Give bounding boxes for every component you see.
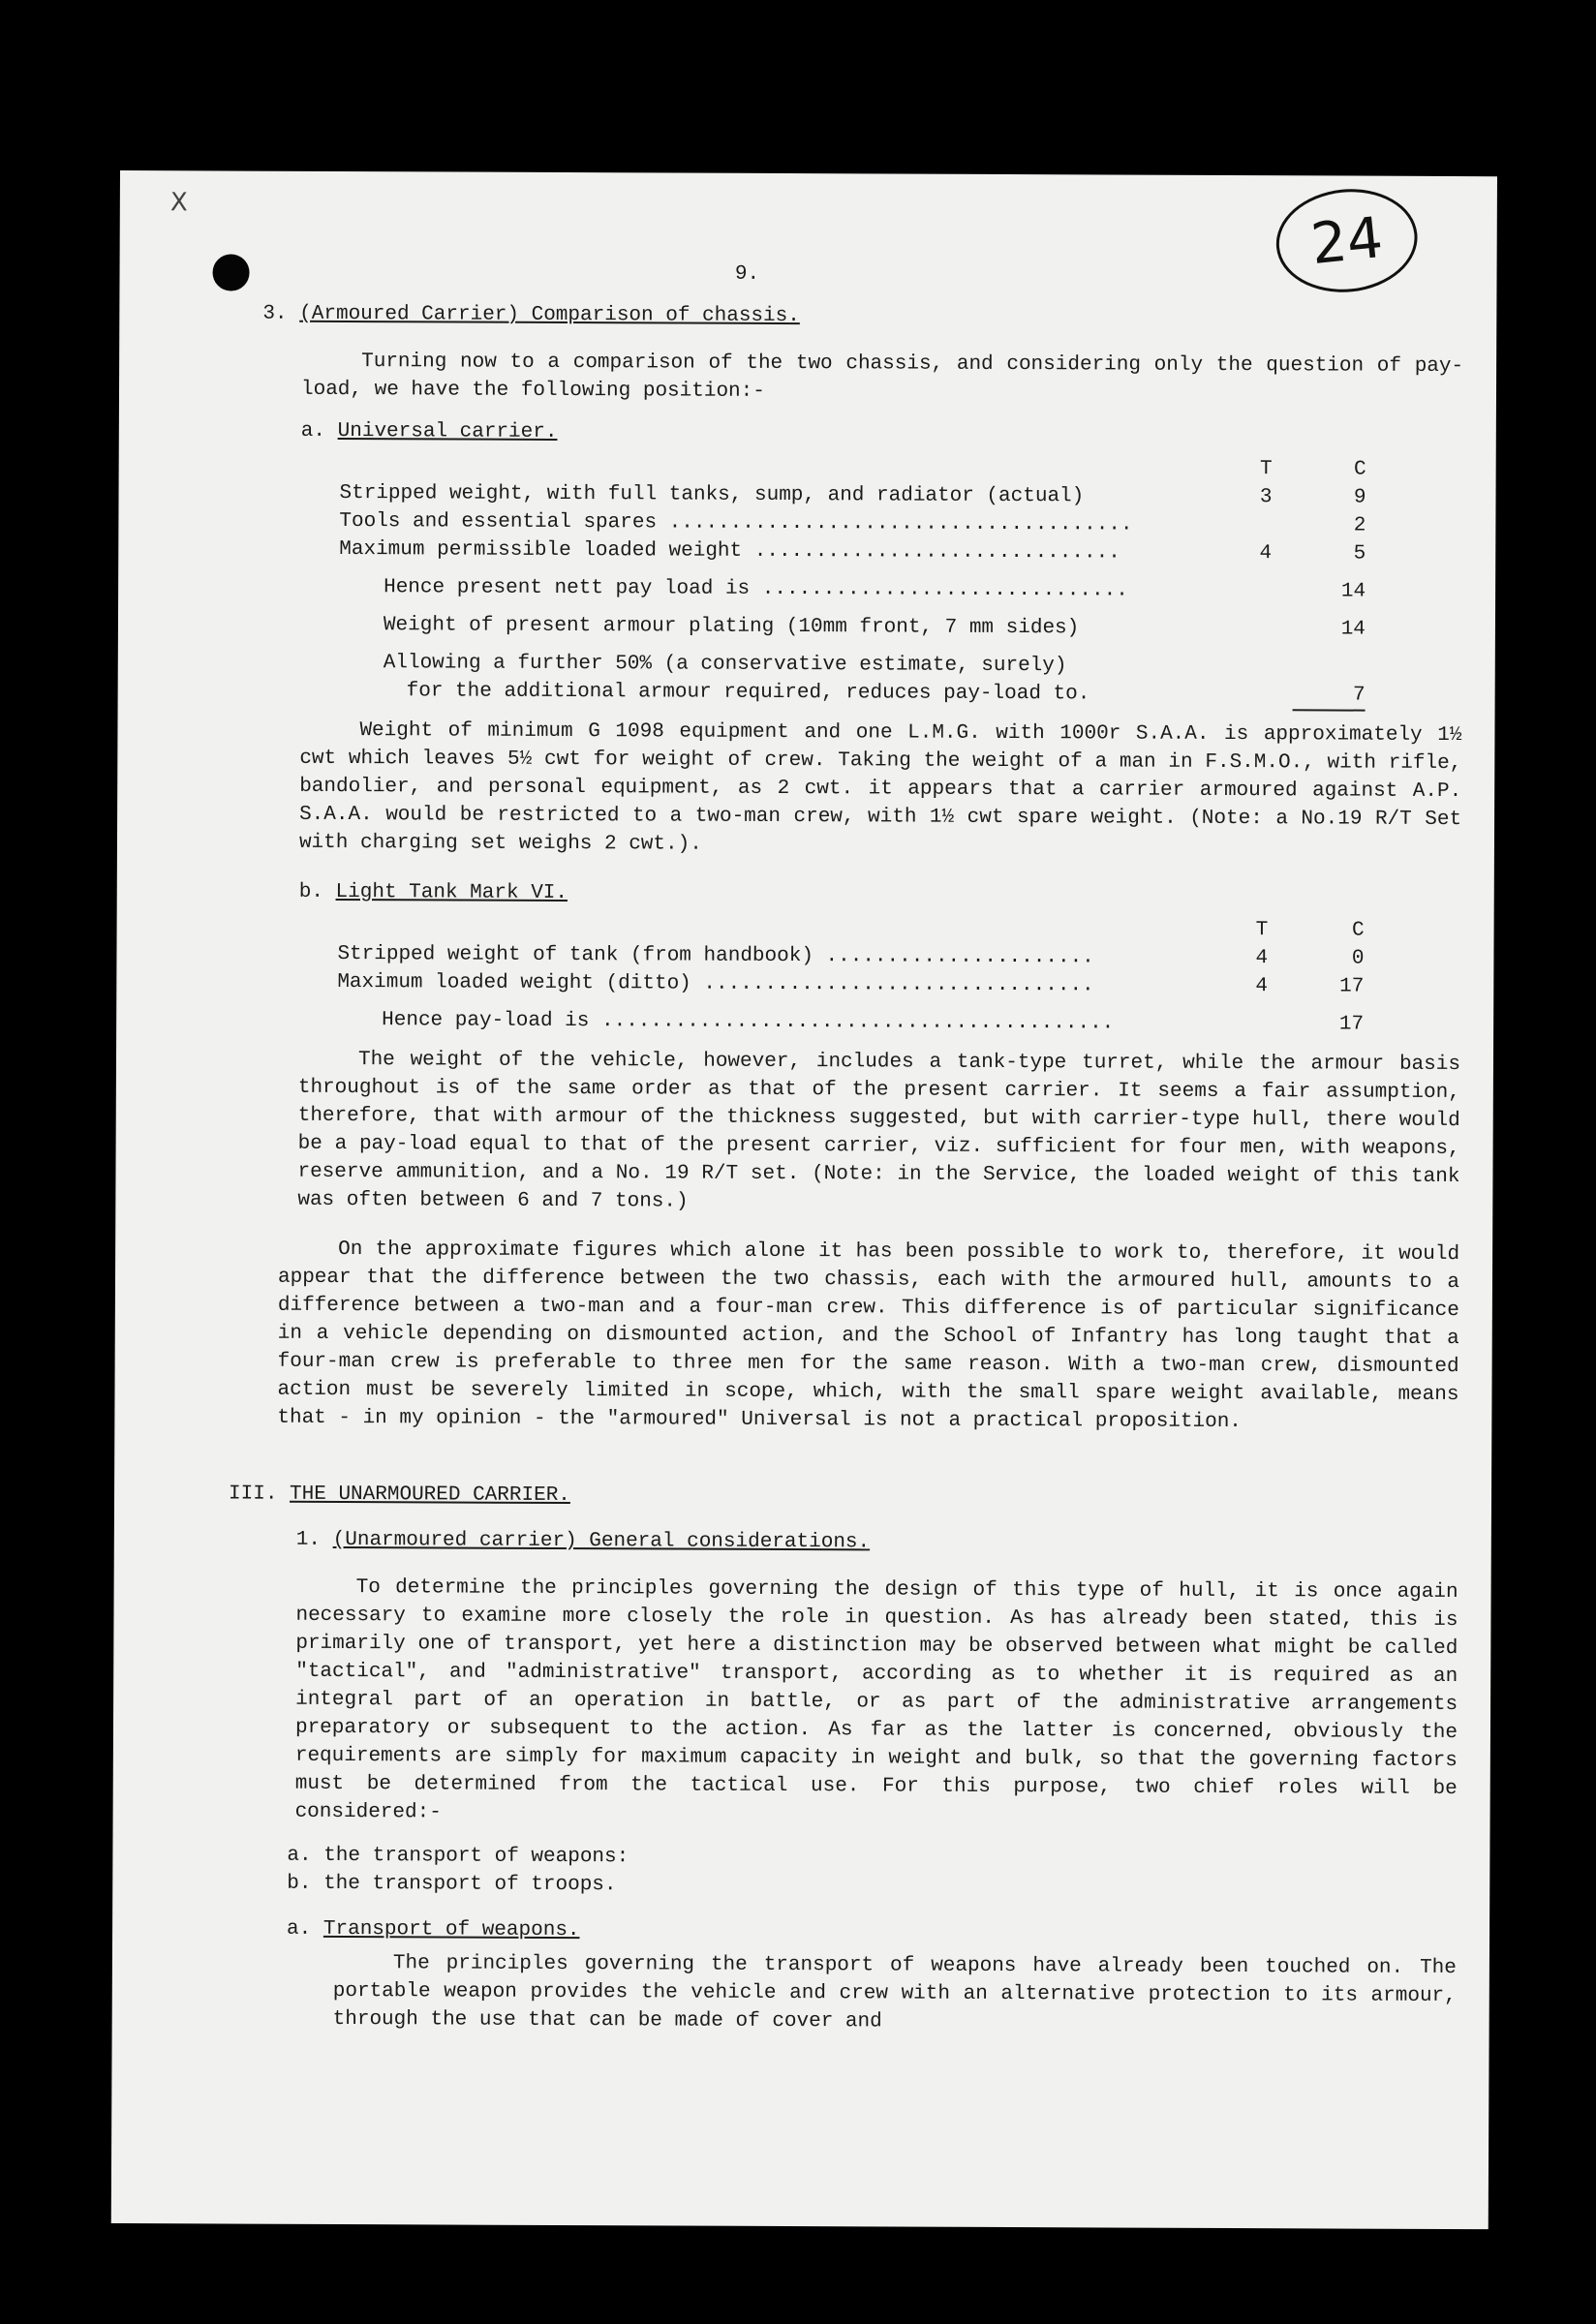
sub-a-letter: a. [287, 1917, 312, 1941]
row-label: Hence pay-load is .......................................... [382, 1009, 1115, 1035]
row-t [1239, 567, 1293, 605]
section-1-heading [296, 1526, 1458, 1559]
table-row [339, 535, 1366, 568]
universal-note: Weight of minimum G 1098 equipment and one L.M.G. with 1000r S.A.A. is approximately 1½ cwt which leaves 5½ cwt for weight of crew. Taking the weight of a man in F.S.M.O., with rifle, bandolier, and personal equipment, as 2 cwt. it appears that a carrier armoured against A.P. S.A.A. would be restricted to a two-man crew, with 1½ cwt spare weight. (Note: a No.19 R/T Set with charging set weighs 2 cwt.). [298, 719, 1462, 856]
row-label: Tools and essential spares ...................................... [339, 509, 1133, 536]
section-3-number: 3. [262, 302, 288, 325]
row-c: 14 [1340, 580, 1366, 603]
part-3-title: THE UNARMOURED CARRIER. [290, 1483, 570, 1508]
row-c: 5 [1353, 542, 1366, 566]
row-c: 7 [1292, 681, 1366, 710]
light-tank-note: The weight of the vehicle, however, includes a tank-type turret, while the armour basis throughout is of the same order as that of the present carrier. It seems a fair assumption, therefore, that with armour of the thickness suggested, but with carrier-type hull, there would be a pay-load equal to that of the present carrier, viz. sufficient for four men, with weapons, reserve ammunition, and a No. 19 R/T set. (Note: in the Service, the loaded weight of this tank was often between 6 and 7 tons.) [297, 1049, 1461, 1213]
row-t: 4 [1259, 542, 1273, 566]
table-row [339, 601, 1366, 644]
universal-title: Universal carrier. [337, 419, 558, 443]
section-3-heading [262, 300, 1463, 333]
row-label: Stripped weight, with full tanks, sump, and radiator (actual) [339, 481, 1085, 508]
sub-a-title: Transport of weapons. [322, 1917, 580, 1942]
row-label: Stripped weight of tank (from handbook) ...................... [337, 942, 1094, 969]
sub-a-body: The principles governing the transport of weapons have already been touched on. The portable weapon provides the vehicle and crew with an alternative protection to its armour, through the use that can be made of cover and [332, 1952, 1457, 2034]
part-3-number: III. [228, 1483, 278, 1506]
universal-weights-table [339, 451, 1366, 712]
row-c: 17 [1339, 975, 1365, 998]
table-row [339, 507, 1366, 540]
col-t-header: T [1255, 919, 1269, 942]
light-tank-title: Light Tank Mark VI. [335, 880, 568, 905]
row-t [1239, 511, 1293, 539]
page-body [228, 259, 1464, 2048]
row-c [1292, 643, 1366, 681]
light-tank-heading [299, 878, 1461, 911]
table-row [339, 639, 1366, 682]
table-row [339, 479, 1366, 512]
row-label: Maximum loaded weight (ditto) ................................ [337, 970, 1094, 997]
row-t [1238, 681, 1292, 710]
list-item: a. the transport of weapons: [287, 1844, 629, 1869]
section-1-body: To determine the principles governing the design of this type of hull, it is once again necessary to examine more closely the role in question. As has already been stated, this is primarily one of transport, yet here a distinction may be observed between what might be called "tactical", and "administrative" transport, according as to whether it is required as an integral part of an operation in battle, or as part of the administrative arrangements preparatory or subsequent to the action. As far as the latter is concerned, obviously the requirements are simply for maximum capacity in weight and bulk, so that the governing factors must be determined from the tactical use. For this purpose, two chief roles will be considered:- [294, 1576, 1458, 1824]
row-t [1238, 643, 1292, 681]
section-1-title: (Unarmoured carrier) General considerations. [332, 1528, 871, 1554]
sub-a-heading [287, 1915, 1457, 1948]
table-row [337, 940, 1364, 973]
row-label: Allowing a further 50% (a conservative estimate, surely) [383, 652, 1067, 678]
light-tank-letter: b. [298, 880, 324, 903]
list-item: b. the transport of troops. [287, 1872, 617, 1897]
page-number: 9. [734, 262, 760, 286]
folio-number: 24 [1307, 204, 1386, 278]
universal-carrier-heading [301, 417, 1463, 450]
section-3-title: (Armoured Carrier) Comparison of chassis. [299, 302, 800, 328]
table-header [340, 451, 1366, 484]
row-c: 0 [1351, 947, 1365, 970]
table-row [337, 996, 1364, 1039]
row-t [1234, 1000, 1290, 1038]
row-c: 2 [1353, 514, 1366, 537]
corner-mark: X [169, 188, 196, 218]
light-tank-weights-table [337, 912, 1365, 1039]
row-t: 4 [1255, 947, 1269, 970]
section-1-number: 1. [295, 1528, 322, 1551]
row-label: Weight of present armour plating (10mm front, 7 mm sides) [383, 614, 1080, 640]
part-3-heading [229, 1481, 1458, 1514]
table-header [338, 912, 1365, 945]
col-t-header: T [1259, 458, 1273, 481]
section-3-intro: Turning now to a comparison of the two chassis, and considering only the question of pay-load, we have the following position:- [300, 351, 1464, 403]
row-t: 3 [1259, 486, 1273, 509]
roles-list [287, 1842, 1457, 1903]
document-page [111, 170, 1497, 2229]
row-label: Maximum permissible loaded weight .............................. [339, 537, 1120, 565]
col-c-header: C [1354, 458, 1366, 481]
row-t: 4 [1255, 975, 1268, 998]
row-c: 17 [1338, 1013, 1365, 1036]
row-c: 9 [1353, 486, 1366, 509]
table-row [337, 968, 1364, 1001]
row-label: Hence present nett pay load is .............................. [384, 576, 1128, 602]
col-c-header: C [1351, 919, 1365, 942]
row-t [1238, 605, 1292, 643]
table-row [339, 677, 1366, 711]
universal-letter: a. [300, 419, 326, 443]
table-row [339, 564, 1366, 606]
row-label: for the additional armour required, reduces pay-load to. [406, 680, 1090, 706]
section-3-conclusion: On the approximate figures which alone it has been possible to work to, therefore, it would appear that the difference between the two chassis, each with the armoured hull, amounts to a difference between a two-man and a four-man crew. This difference is of particular significance in a vehicle depending on dismounted action, and the School of Infantry has long taught that a four-man crew is preferable to three men for the same reason. With a two-man crew, dismounted action must be severely limited in scope, which, with the small spare weight available, means that - in my opinion - the "armoured" Universal is not a practical proposition. [277, 1238, 1460, 1434]
row-c: 14 [1340, 618, 1366, 641]
